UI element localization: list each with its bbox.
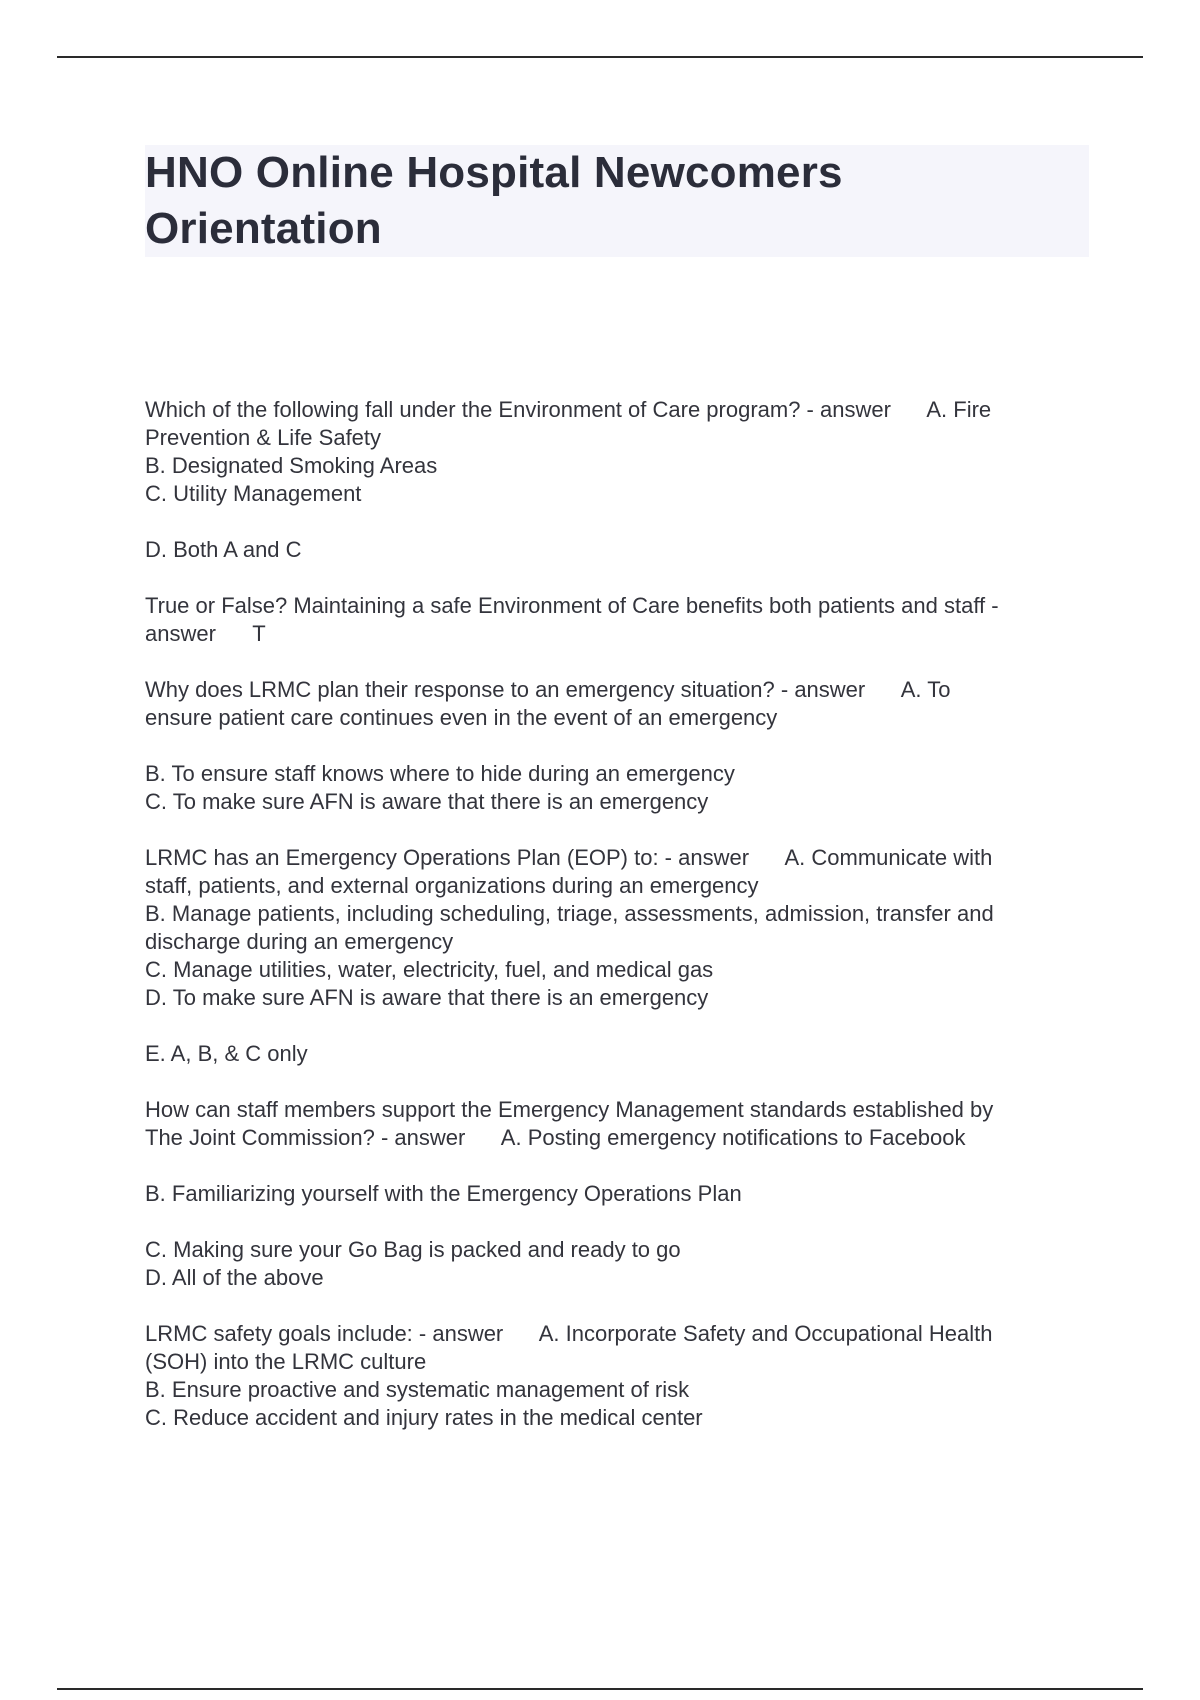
question-item: [145, 592, 1089, 648]
question-line: LRMC safety goals include: - answer A. Incorporate Safety and Occupational Health: [145, 1321, 993, 1346]
question-line: discharge during an emergency: [145, 929, 454, 954]
question-line: B. To ensure staff knows where to hide during an emergency: [145, 761, 735, 786]
title-line-2: Orientation: [145, 204, 382, 253]
question-item: [145, 676, 1089, 816]
question-item: [145, 1320, 1089, 1432]
question-line: The Joint Commission? - answer A. Posting emergency notifications to Facebook: [145, 1125, 966, 1150]
question-line: How can staff members support the Emergency Management standards established by: [145, 1097, 994, 1122]
question-line: Prevention & Life Safety: [145, 425, 382, 450]
question-line: C. To make sure AFN is aware that there is an emergency: [145, 789, 709, 814]
question-item: [145, 396, 1089, 564]
question-line: C. Manage utilities, water, electricity, fuel, and medical gas: [145, 957, 714, 982]
document-title: [145, 145, 1089, 257]
question-line: E. A, B, & C only: [145, 1041, 308, 1066]
question-line: C. Making sure your Go Bag is packed and ready to go: [145, 1237, 681, 1262]
question-line: C. Utility Management: [145, 481, 362, 506]
title-block: [145, 145, 1089, 257]
question-line: answer T: [145, 621, 266, 646]
question-line: True or False? Maintaining a safe Environment of Care benefits both patients and staff -: [145, 593, 999, 618]
line-gap: [145, 1012, 1089, 1040]
question-line: D. All of the above: [145, 1265, 324, 1290]
question-item: [145, 1096, 1089, 1292]
question-line: B. Designated Smoking Areas: [145, 453, 438, 478]
question-line: C. Reduce accident and injury rates in the medical center: [145, 1405, 703, 1430]
question-item: [145, 844, 1089, 1068]
question-line: B. Manage patients, including scheduling, triage, assessments, admission, transfer and: [145, 901, 994, 926]
question-list: [145, 396, 1089, 1460]
question-line: (SOH) into the LRMC culture: [145, 1349, 427, 1374]
question-line: staff, patients, and external organizations during an emergency: [145, 873, 759, 898]
header-rule: [57, 56, 1143, 58]
question-line: ensure patient care continues even in the event of an emergency: [145, 705, 778, 730]
question-line: Which of the following fall under the Environment of Care program? - answer A. Fire: [145, 397, 992, 422]
question-line: B. Ensure proactive and systematic management of risk: [145, 1377, 690, 1402]
line-gap: [145, 732, 1089, 760]
question-line: D. Both A and C: [145, 537, 302, 562]
question-line: LRMC has an Emergency Operations Plan (EOP) to: - answer A. Communicate with: [145, 845, 993, 870]
line-gap: [145, 1208, 1089, 1236]
title-line-1: HNO Online Hospital Newcomers: [145, 148, 843, 197]
line-gap: [145, 508, 1089, 536]
question-line: D. To make sure AFN is aware that there is an emergency: [145, 985, 709, 1010]
question-line: B. Familiarizing yourself with the Emergency Operations Plan: [145, 1181, 742, 1206]
question-line: Why does LRMC plan their response to an emergency situation? - answer A. To: [145, 677, 951, 702]
footer-rule: [57, 1688, 1143, 1690]
line-gap: [145, 1152, 1089, 1180]
